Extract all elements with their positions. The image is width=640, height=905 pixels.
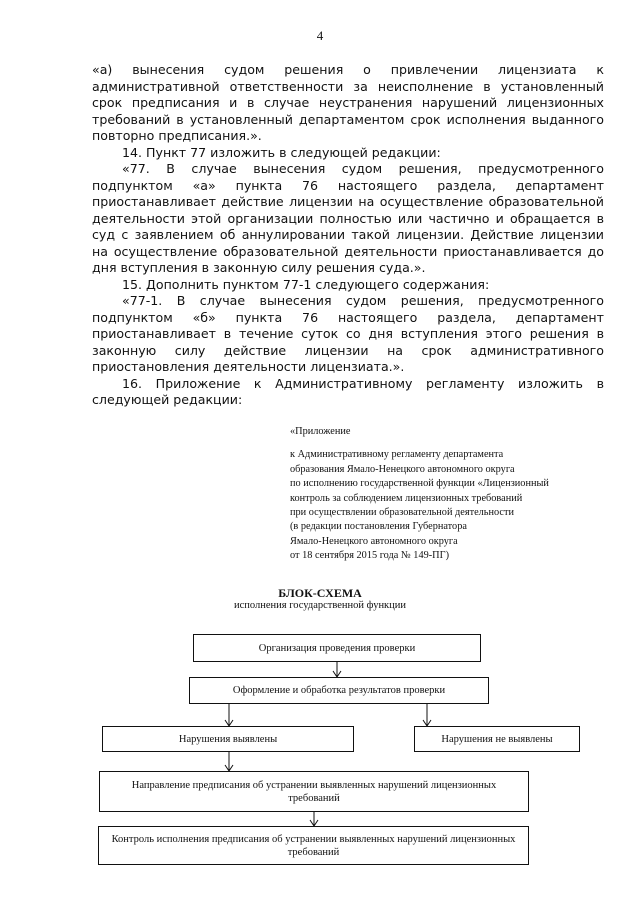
paragraph-item-77: «77. В случае вынесения судом решения, предусмотренного подпунктом «а» пункта 76 настоящего раздела, департамент приостанавливает действие лицензии на осуществление образовательной деятельности этой организации полностью или частично и обращается в суд с заявлением об аннулировании такой лицензии. Действие лицензии на осуществление образовательной деятельности приостанавливается до дня вступления в законную силу решения суда.». bbox=[92, 161, 604, 275]
appendix-line: Ямало-Ненецкого автономного округа bbox=[290, 535, 458, 547]
flow-step-process-results: Оформление и обработка результатов проверки bbox=[189, 677, 489, 704]
paragraph-item-16: 16. Приложение к Административному регламенту изложить в следующей редакции: bbox=[92, 375, 604, 407]
flowchart-title: БЛОК-СХЕМА bbox=[278, 586, 362, 600]
appendix-line: образования Ямало-Ненецкого автономного округа bbox=[290, 463, 515, 475]
paragraph-item-77-1: «77-1. В случае вынесения судом решения, предусмотренного подпунктом «б» пункта 76 настоящего раздела, департамент приостанавливает в течение суток со дня вступления этого решения в законную силу действие лицензии на срок административного приостановления деятельности лицензиата.». bbox=[92, 293, 604, 374]
flow-step-control-order: Контроль исполнения предписания об устранении выявленных нарушений лицензионных требований bbox=[98, 826, 529, 865]
flow-step-violations-found: Нарушения выявлены bbox=[102, 726, 354, 752]
flow-step-violations-not-found: Нарушения не выявлены bbox=[414, 726, 580, 752]
flowchart-subtitle: исполнения государственной функции bbox=[233, 600, 407, 611]
flow-step-organize-inspection: Организация проведения проверки bbox=[193, 634, 481, 662]
appendix-line: от 18 сентября 2015 года № 149-ПГ) bbox=[290, 550, 449, 562]
appendix-line: при осуществлении образовательной деятельности bbox=[290, 507, 514, 519]
appendix-title: «Приложение bbox=[290, 426, 351, 437]
paragraph-item-14: 14. Пункт 77 изложить в следующей редакции: bbox=[122, 144, 441, 160]
flow-step-issue-order: Направление предписания об устранении выявленных нарушений лицензионных требований bbox=[99, 771, 529, 812]
appendix-line: (в редакции постановления Губернатора bbox=[290, 521, 467, 533]
appendix-line: контроль за соблюдением лицензионных требований bbox=[290, 492, 523, 504]
page-number: 4 bbox=[316, 28, 324, 43]
appendix-line: по исполнению государственной функции «Лицензионный bbox=[290, 478, 549, 490]
appendix-line: к Административному регламенту департамента bbox=[290, 449, 504, 461]
paragraph-item-15: 15. Дополнить пунктом 77-1 следующего содержания: bbox=[122, 276, 490, 292]
paragraph-a-subitem: «а) вынесения судом решения о привлечении лицензиата к административной ответственности за неисполнение в установленный срок предписания и в случае неустранения нарушений лицензионных требований в установленный департаментом срок исполнения выданного повторно предписания.». bbox=[92, 62, 604, 143]
